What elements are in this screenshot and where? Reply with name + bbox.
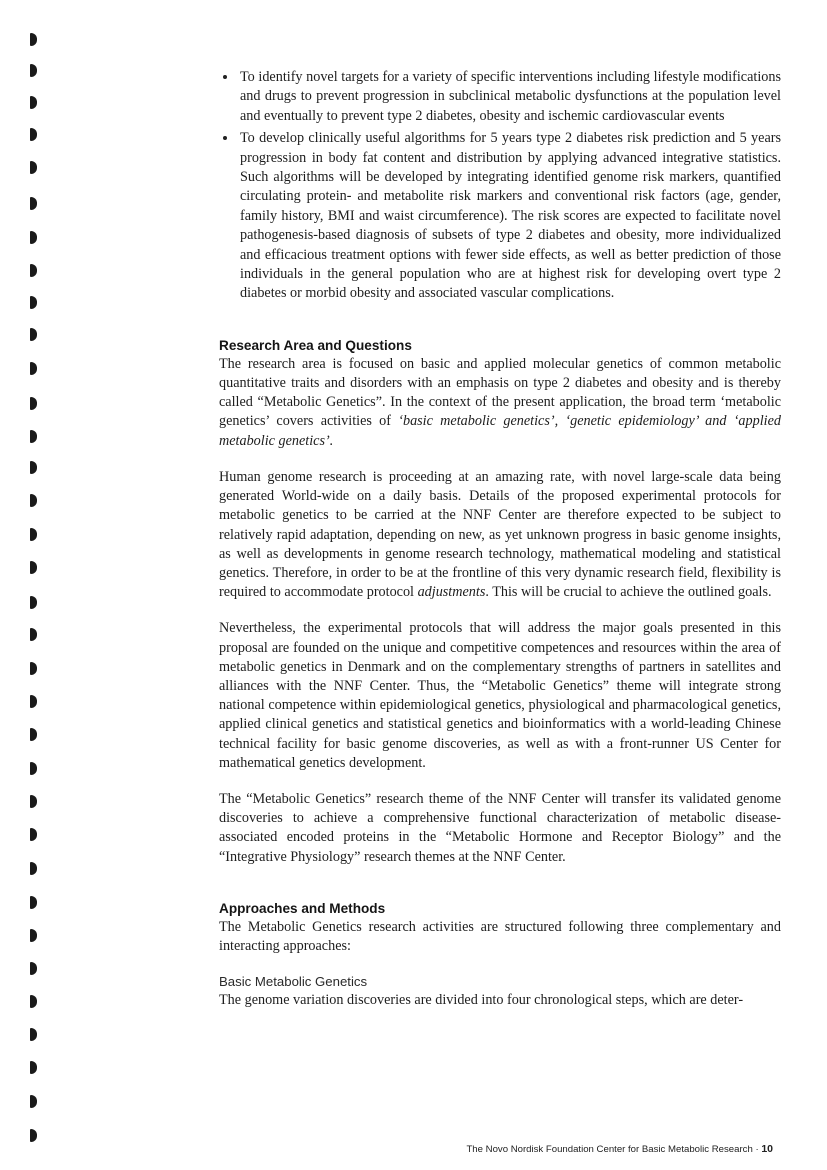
page-footer (420, 1143, 773, 1155)
list-item (219, 68, 781, 126)
binder-hole (30, 1129, 37, 1142)
goals-list (219, 68, 781, 304)
binder-hole (30, 1028, 37, 1041)
paragraph: Nevertheless, the experimental protocols that will address the major goals presented in this proposal are founded on the unique and competitive competences and resources within the area of metabolic genetics in Denmark and on the complementary strengths of partners in satellites and alliances with the NNF Center. Thus, the “Metabolic Genetics” theme will integrate strong national competence within epidemiological genetics, physiological and pharmacological genetics, applied clinical genetics and statistical genetics and bioinformatics with a world-leading Chinese technical facility for basic genome discoveries, as well as with a front-runner US Center for mathematical genetics development. (219, 620, 781, 771)
binder-hole (30, 929, 37, 942)
binder-hole (30, 96, 37, 109)
binder-holes (30, 0, 42, 1170)
binder-hole (30, 197, 37, 210)
bullet-icon (223, 75, 227, 79)
section-heading-research-area: Research Area and Questions (219, 337, 412, 353)
binder-hole (30, 962, 37, 975)
list-item (219, 129, 781, 304)
paragraph: The genome variation discoveries are divided into four chronological steps, which are deter- (219, 992, 744, 1009)
binder-hole (30, 362, 37, 375)
paragraph (219, 355, 781, 451)
binder-hole (30, 397, 37, 410)
emphasis-text: ‘basic metabolic genetics’, ‘genetic epidemiology’ and ‘applied metabolic genetics’. (219, 413, 781, 449)
binder-hole (30, 728, 37, 741)
paragraph: The Metabolic Genetics research activities are structured following three complementary and interacting approaches: (219, 918, 781, 954)
binder-hole (30, 128, 37, 141)
binder-hole (30, 328, 37, 341)
bullet-icon (223, 136, 227, 140)
binder-hole (30, 64, 37, 77)
binder-hole (30, 494, 37, 507)
footer-text: The Novo Nordisk Foundation Center for Basic Metabolic Research · (466, 1144, 762, 1155)
subsection-heading: Basic Metabolic Genetics (219, 974, 368, 990)
binder-hole (30, 862, 37, 875)
binder-hole (30, 430, 37, 443)
binder-hole (30, 296, 37, 309)
binder-hole (30, 795, 37, 808)
list-item-text: To develop clinically useful algorithms for 5 years type 2 diabetes risk prediction and 5 years progression in body fat content and distribution by applying advanced integrative statistics. Such algorithms will be developed by integrating identified genome risk markers, quantified circulating protein- and metabolite risk markers and conventional risk factors (age, gender, family history, BMI and waist circumference). The risk scores are expected to facilitate novel pathogenesis-based diagnosis of subsets of type 2 diabetes and obesity, more individualized and efficacious treatment options with fewer side effects, as well as better prediction of those individuals in the general population who are at highest risk for developing overt type 2 diabetes or morbid obesity and associated vascular complications. (240, 130, 781, 302)
list-item-text: To identify novel targets for a variety of specific interventions including lifestyle modifications and drugs to prevent progression in subclinical metabolic dysfunctions at the population level and eventually to prevent type 2 diabetes, obesity and ischemic cardiovascular events (240, 69, 781, 124)
binder-hole (30, 695, 37, 708)
binder-hole (30, 596, 37, 609)
binder-hole (30, 762, 37, 775)
binder-hole (30, 662, 37, 675)
paragraph-text: . This will be crucial to achieve the outlined goals. (485, 584, 772, 601)
paragraph: The “Metabolic Genetics” research theme of the NNF Center will transfer its validated genome discoveries to achieve a comprehensive functional characterization of metabolic disease-associated encoded proteins in the “Metabolic Hormone and Receptor Biology” and the “Integrative Physiology” research themes at the NNF Center. (219, 790, 781, 865)
binder-hole (30, 628, 37, 641)
binder-hole (30, 461, 37, 474)
binder-hole (30, 264, 37, 277)
binder-hole (30, 33, 37, 46)
binder-hole (30, 828, 37, 841)
binder-hole (30, 1061, 37, 1074)
binder-hole (30, 896, 37, 909)
binder-hole (30, 161, 37, 174)
binder-hole (30, 995, 37, 1008)
section-heading-approaches: Approaches and Methods (219, 900, 386, 916)
page-content (219, 68, 781, 1010)
binder-hole (30, 528, 37, 541)
paragraph (219, 468, 781, 602)
emphasis-text: adjustments (417, 584, 486, 601)
binder-hole (30, 231, 37, 244)
page-number: 10 (761, 1143, 773, 1155)
binder-hole (30, 561, 37, 574)
paragraph-text: The research area is focused on basic and applied molecular genetics of common metabolic quantitative traits and disorders with an emphasis on type 2 diabetes and obesity and is thereby called “Metabolic Genetics”. In the context of the present application, the broad term ‘metabolic genetics’ covers activities of (219, 355, 781, 430)
binder-hole (30, 1095, 37, 1108)
paragraph-text: Human genome research is proceeding at an amazing rate, with novel large-scale data being generated World-wide on a daily basis. Details of the proposed experimental protocols for metabolic genetics to be carried at the NNF Center are therefore expected to be subject to relatively rapid adaptation, depending on new, as yet unknown progress in basic genome insights, as well as developments in genome research technology, mathematical modeling and statistical genetics. Therefore, in order to be at the frontline of this very dynamic research field, flexibility is required to accommodate protocol (219, 468, 781, 601)
